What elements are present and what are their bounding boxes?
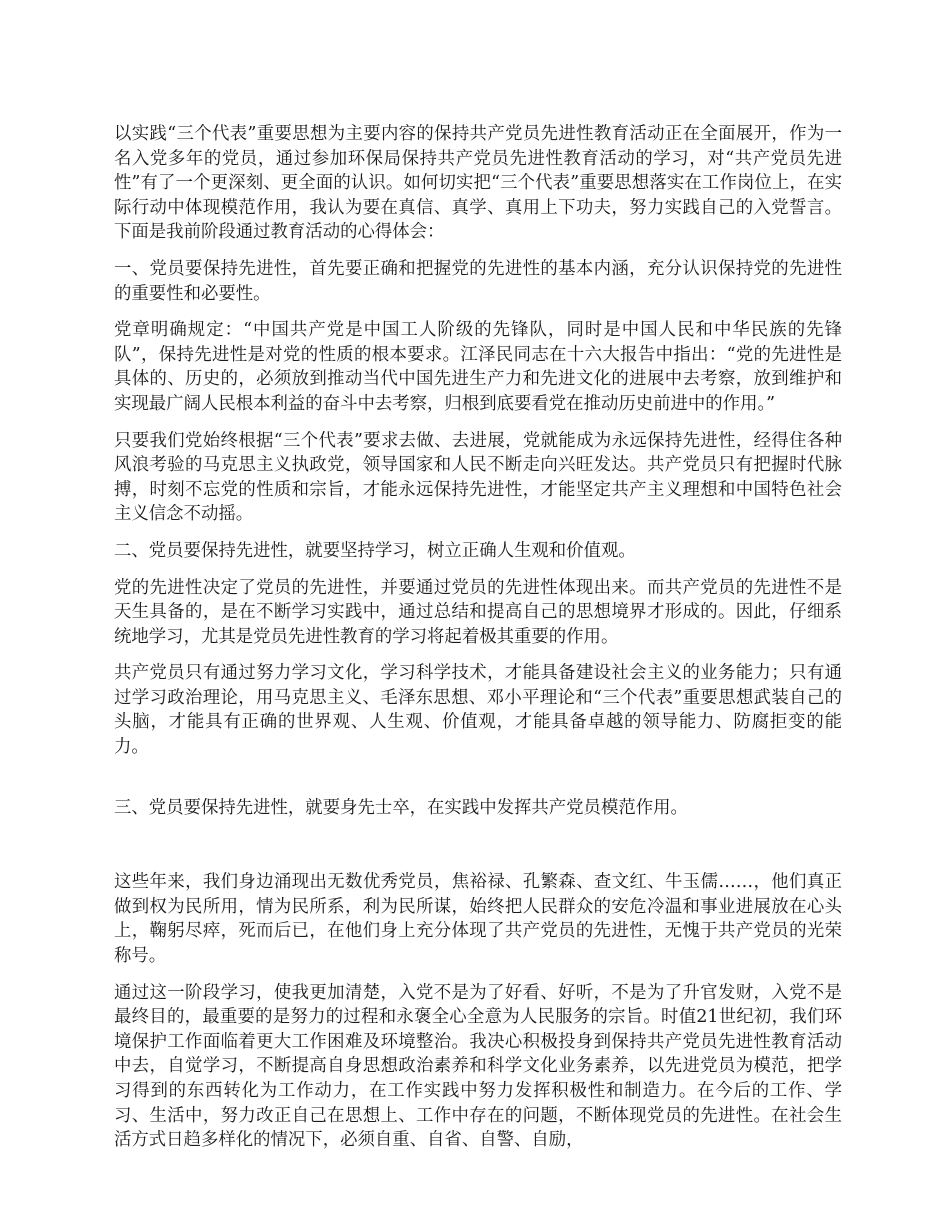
body-paragraph: 这些年来，我们身边涌现出无数优秀党员，焦裕禄、孔繁森、查文红、牛玉儒……，他们真正做到权为民所用，情为民所系，利为民所谋，始终把人民群众的安危冷温和事业进展放在心头上，鞠躬尽瘁，死而后已，在他们身上充分体现了共产党员的先进性，无愧于共产党员的光荣称号。: [114, 872, 842, 967]
body-paragraph: 通过这一阶段学习，使我更加清楚，入党不是为了好看、好听，不是为了升官发财，入党不是最终目的，最重要的是努力的过程和永褒全心全意为人民服务的宗旨。时值21世纪初，我们环境保护工作面临着更大工作困难及环境整治。我决心积极投身到保持共产党员先进性教育活动中去，自觉学习，不断提高自身思想政治素养和科学文化业务素养，以先进党员为模范，把学习得到的东西转化为工作动力，在工作实践中努力发挥积极性和制造力。在今后的工作、学习、生活中，努力改正自己在思想上、工作中存在的问题，不断体现党员的先进性。在社会生活方式日趋多样化的情况下，必须自重、自省、自警、自励，: [114, 982, 842, 1151]
document-body: [114, 122, 842, 1165]
body-paragraph: 党的先进性决定了党员的先进性，并要通过党员的先进性体现出来。而共产党员的先进性不是天生具备的，是在不断学习实践中，通过总结和提高自己的思想境界才形成的。因此，仔细系统地学习，尤其是党员先进性教育的学习将起着极其重要的作用。: [114, 577, 842, 647]
section-heading-1: 一、党员要保持先进性，首先要正确和把握党的先进性的基本内涵，充分认识保持党的先进性的重要性和必要性。: [114, 258, 842, 304]
intro-paragraph: 以实践“三个代表”重要思想为主要内容的保持共产党员先进性教育活动正在全面展开，作为一名入党多年的党员，通过参加环保局保持共产党员先进性教育活动的学习，对“共产党员先进性”有了一个更深刻、更全面的认识。如何切实把“三个代表”重要思想落实在工作岗位上，在实际行动中体现模范作用，我认为要在真信、真学、真用上下功夫，努力实践自己的入党誓言。下面是我前阶段通过教育活动的心得体会：: [114, 124, 842, 243]
section-heading-2: 二、党员要保持先进性，就要坚持学习，树立正确人生观和价值观。: [114, 540, 636, 561]
body-paragraph: 党章明确规定：“中国共产党是中国工人阶级的先锋队，同时是中国人民和中华民族的先锋队”，保持先进性是对党的性质的根本要求。江泽民同志在十六大报告中指出：“党的先进性是具体的、历史的，必须放到推动当代中国先进生产力和先进文化的进展中去考察，放到维护和实现最广阔人民根本利益的奋斗中去考察，归根到底要看党在推动历史前进中的作用。”: [114, 320, 842, 414]
body-paragraph: 只要我们党始终根据“三个代表”要求去做、去进展，党就能成为永远保持先进性，经得住各种风浪考验的马克思主义执政党，领导国家和人民不断走向兴旺发达。共产党员只有把握时代脉搏，时刻不忘党的性质和宗旨，才能永远保持先进性，才能坚定共产主义理想和中国特色社会主义信念不动摇。: [114, 430, 842, 525]
body-paragraph: 共产党员只有通过努力学习文化，学习科学技术，才能具备建设社会主义的业务能力；只有通过学习政治理论，用马克思主义、毛泽东思想、邓小平理论和“三个代表”重要思想武装自己的头脑，才能具有正确的世界观、人生观、价值观，才能具备卓越的领导能力、防腐拒变的能力。: [114, 663, 842, 758]
section-heading-3: 三、党员要保持先进性，就要身先士卒，在实践中发挥共产党员模范作用。: [114, 797, 688, 818]
